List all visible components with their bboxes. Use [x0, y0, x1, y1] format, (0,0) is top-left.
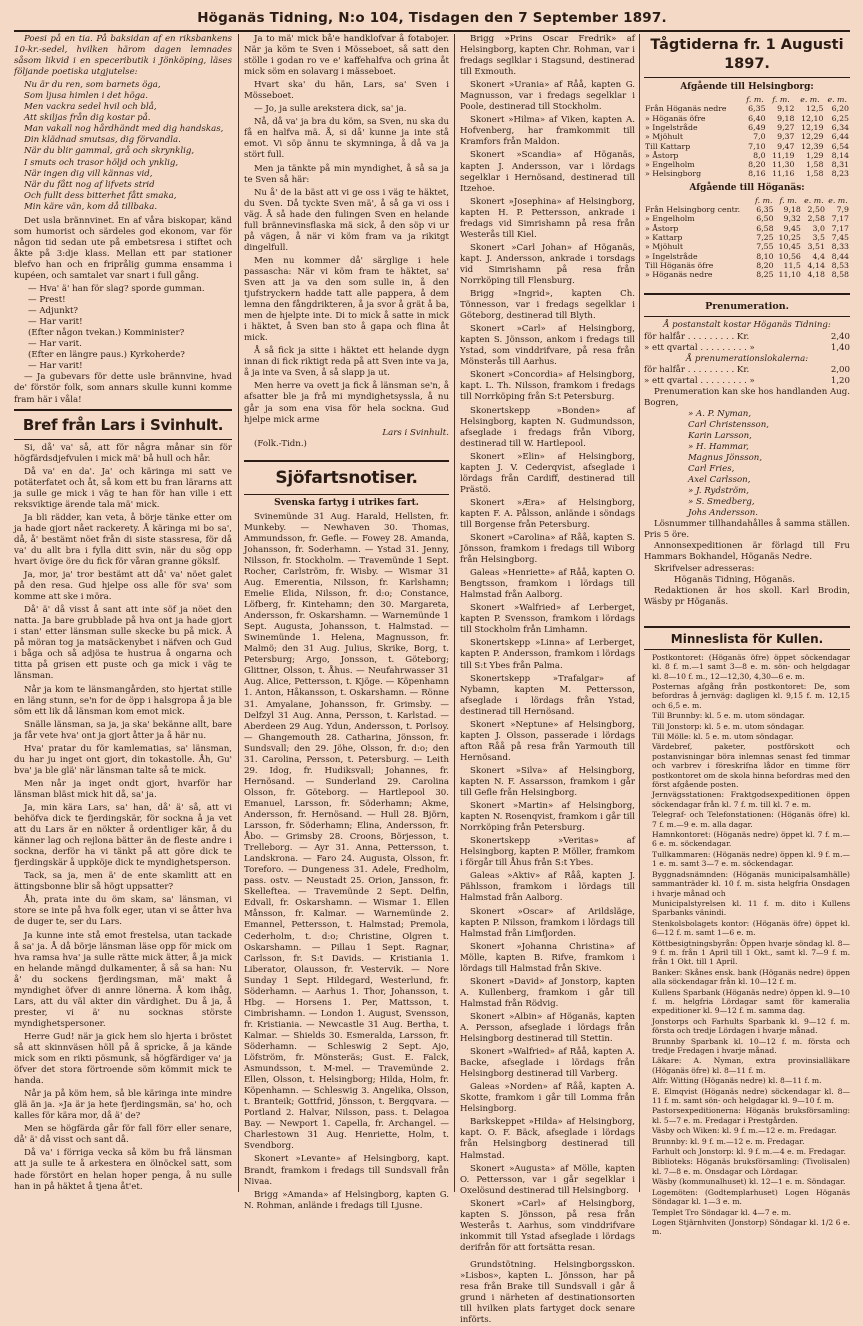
station: Från Helsingborg centr. [645, 205, 741, 215]
time: 8,31 [831, 160, 849, 170]
dialogue-line: — Har varit. [28, 339, 82, 350]
station: Till Kattarp [645, 141, 691, 151]
memo-item: Farhult och Jonstorp: kl. 9 f. m.—4 e. m. Fredagar. [652, 1147, 846, 1157]
time: 8,0 [753, 150, 766, 160]
table-row [644, 142, 850, 151]
price-row [644, 376, 850, 387]
time: 11,16 [772, 169, 795, 179]
time: 1,58 [806, 160, 824, 170]
table-row [644, 261, 850, 270]
time: 4,14 [807, 260, 825, 270]
table-row [644, 151, 850, 160]
letter-paragraph: Når ja kom te länsmangården, sto hjertat stille en läng stunn, se'n for de öpp i halsgropa å ja ble söm ett lik då länsman kom emot mick. [14, 684, 232, 717]
shipping-notice: Skonert »Carl» af Helsingborg, kapten S. Jönsson, på resa från Westerås t. Aarhus, som vinddrifvare inkommit till Ystad afseglade i lördags derifrån för att fortsätta resan. [460, 1198, 635, 1253]
memo-item: Brunnby Sparbank kl. 10—12 f. m. första och tredje Fredagen i hvarje månad. [652, 1036, 850, 1055]
time: 9,45 [783, 223, 801, 233]
time: 8,14 [831, 150, 849, 160]
price-value: 1,20 [830, 375, 850, 386]
table-row [644, 252, 850, 261]
letter-paragraph: Men ja tänkte på min myndighet, å så sa ja te Sven så här: [244, 163, 449, 185]
memo-item: Tullkammaren: (Höganäs nedre) öppen kl. 9 f. m.—1 e. m. samt 3—7 e. m. söckendagar. [652, 849, 850, 869]
time: 8,25 [756, 270, 774, 280]
time: 12,39 [801, 141, 824, 151]
station: » Ingelstråde [645, 251, 698, 261]
memo-item: Till Mölle: kl. 5 e. m. utom söndagar. [652, 732, 794, 741]
time: 11,30 [772, 160, 795, 170]
dialogue [14, 284, 232, 372]
letter-paragraph: Å så fick ja sitte i häktet ett helande dygn innan di fick riktigt reda på att Sven inte va ja, å ja inte va Sven, å så slapp ja ut. [244, 346, 449, 379]
letter-paragraph: Ja to mä' mick bå'e handklofvar å fotabojer. När ja köm te Sven i Mösseboet, så satt den stölle i godan ro ve e' kaffehalfva och grina åt mick söm en solavarg i mässeboet. [244, 34, 449, 78]
shipping-notice: Skonert »Levante» af Helsingborg, kapt. Brandt, framkom i fredags till Sundsvall från Nivaa. [244, 1154, 449, 1187]
letter-paragraph: Men nu kommer då' särglige i hele passascha: När vi köm fram te häktet, sa' Sven att ja va den som sulle in, å den tjufstryckern hadde tatt alle pappera, å dem lemna den fångdrikteren, å ja svor å grät å ba, men de hjelpte inte. Di to mick å satte in mick i häktet, å Sven ban sto å gapa och flina åt mick. [244, 255, 449, 344]
table-cell: f. m. [772, 95, 790, 105]
memo-item: Till Jonstorp: kl. 5 e. m. utom söndagar. [652, 721, 805, 731]
memo-item: Köttbesigtningsbyrån: Öppen hvarje söndag kl. 8—9 f. m. från 1 April till 1 Okt., samt kl. 7—9 f. m. från 1 Okt. till 1 April. [652, 938, 850, 967]
section-divider [644, 626, 850, 628]
letter-paragraph: Ja, mor, ja' tror bestämt att då' va' nöet galet på den resa. Gud hjelpe oss alle för sva' som komme att ske i möra. [14, 570, 232, 603]
memo-item: Pastorsexpeditionerna: Höganäs bruksförsamling: kl. 5—7 e. m. Fredagar i Prestgården. [652, 1106, 850, 1125]
price-row [644, 343, 850, 354]
shipping-notice: Skonert »Scandia» af Höganäs, kapten J. Andersson, var i lördags segelklar i Hernösand, destinerad till Itzehoe. [460, 150, 635, 194]
table-cell [644, 95, 743, 104]
table-cell: e. m. [828, 195, 848, 205]
price-label: » ett qvartal . . . . . . . . . » [644, 342, 755, 353]
shipping-notice: Skonertskepp »Linna» af Lerberget, kapten P. Andersson, framkom i lördags till S:t Ybes från Palma. [460, 638, 635, 671]
memo-item: Byggnadsnämnden: (Höganäs municipalsamhälle) sammanträder kl. 10 f. m. sista helgfria Onsdagen i hvarje månad och [652, 869, 850, 898]
time: 9,47 [777, 141, 795, 151]
shipping-notice: Skonert »Josephina» af Helsingborg, kapten H. P. Pettersson, ankrade i fredags vid Simrishamn på resa från Westerås till Kiel. [460, 196, 635, 240]
shipping-notice: Skonert »Silva» af Helsingborg, kapten N. F. Assarsson, framkom i går till Gefle från Helsingborg. [460, 765, 635, 799]
memo-item: Till Brunnby: kl. 5 e. m. utom söndagar. [652, 711, 805, 721]
memo-item: E. Elmqvist (Höganäs nedre) söckendagar kl. 8—11 f. m. samt sön- och helgdagar kl. 9—10 f. m. [652, 1086, 850, 1106]
section-divider [644, 293, 850, 295]
section-divider [644, 649, 850, 650]
memo-item: Biblioteks: Höganäs bruksförsamling: (Tivolisalen) kl. 7—8 e. m. Onsdagar och Lördagar. [652, 1157, 850, 1176]
price-value: 2,40 [830, 331, 850, 342]
time: 12,10 [801, 113, 824, 123]
station: » Höganäs öfre [645, 113, 706, 123]
price-label: » ett qvartal . . . . . . . . . » [644, 375, 755, 386]
memo-item: Logemöten: (Godtemplarhuset) Logen Höganäs Söndagar kl. 1—3 e. m. [652, 1187, 850, 1207]
poem-line: När du fått nog af lifvets strid [24, 179, 155, 190]
column-rule [639, 34, 640, 1192]
shipping-notice: Skonert »Æra» af Helsingborg, kapten F. A. Pålsson, anlände i söndags till Borgense från Petersburg. [460, 497, 635, 530]
dialogue-line: (Efter någon tvekan.) Komminister? [28, 328, 185, 339]
time: 7,55 [756, 242, 774, 252]
time: 3,51 [807, 242, 825, 252]
time: 1,29 [806, 150, 824, 160]
time: 9,18 [777, 113, 795, 123]
time: 8,44 [831, 251, 849, 261]
time: 7,9 [836, 205, 849, 215]
shipping-notice: Barkskeppet »Hilda» af Helsingborg, kapt. O. F. Bäck, afseglade i lördags från Helsingborg destinerad till Halmstad. [460, 1117, 635, 1161]
time: 7,45 [831, 232, 849, 242]
time: 9,12 [777, 104, 795, 114]
time: 12,19 [801, 122, 824, 132]
time: 7,25 [756, 232, 774, 242]
table-cell [644, 196, 753, 205]
memo-item: Kullens Sparbank (Höganäs nedre) öppen kl. 9—10 f. m. helgfria Lördagar samt för kameralia expeditioner kl. 9—12 f. m. samma dag. [652, 987, 850, 1016]
letter-paragraph: Men herre va ovett ja fick å länsman se'n, å afsatter ble ja frå mi myndighetsyssla, å nu går ja som ena visa för hela sockna. Gud hjelpe mick arme [244, 381, 449, 425]
time: 6,25 [831, 113, 849, 123]
memo-item: Posternas afgång från postkontoret: De, som befordras å jernväg: dagligen kl. 9,15 f. m. 12,15 och 6,5 e. m. [652, 681, 850, 710]
time: 1,58 [806, 169, 824, 179]
memo-item: Logen Stjärnhviten (Jonstorp) Söndagar kl. 1/2 6 e. m. [652, 1217, 850, 1237]
time: 6,49 [748, 122, 766, 132]
letter-paragraph: Snälle länsman, sa ja, ja ska' bekänne allt, bare ja får vete hva' ont ja gjort åtter ja å här nu. [14, 719, 232, 741]
article-text: Det usla brännvinet. En af våra biskopar, känd som humorist och särdeles god ekonom, var för någon tid sedan ute på embetsresa i stiftet och åkte på 3:dje klass. Mellan ett par stationer blefvo han och en friprålig gumma ensamma i kupéen, och samtalet var snart i full gång. [14, 215, 232, 281]
newspaper-page [14, 8, 850, 1326]
section-divider [244, 494, 449, 495]
memo-item: Municipalstyrelsen kl. 11 f. m. dito i Kullens Sparbanks vänindi. [652, 898, 850, 918]
poem-line: Min käre vän, kom då tillbaka. [24, 201, 158, 212]
time: 9,27 [777, 122, 795, 132]
shipping-notice: Galeas »Aktiv» af Råå, kapten J. Pählsson, framkom i lördags till Halmstad från Aalborg. [460, 871, 635, 904]
table-cell: e. m. [827, 95, 847, 105]
letter-paragraph: Ja, min kära Lars, sa' han, då' ä' så, att vi behöfva dick te fjerdingskär, för sockna å ja vet att du Lars är en nökter å ordentliger kär, å du känner lag och rejlona bätter än de fleste andre i sockna, derför ha vi tänkt på att göre dick te fjerdingskär å uppköje dick te myndighetsperson. [14, 803, 232, 869]
poem-line: Din klädnad smutsas, dig förvandla. [24, 135, 181, 146]
shipping-subheading: Svenska fartyg i utrikes fart. [274, 497, 419, 508]
letter-paragraph: Tack, sa ja, men ä' de ente skamlitt att en ättingsbonne blir så högt uppsatter? [14, 871, 232, 893]
time: 9,37 [777, 132, 795, 142]
time: 8,10 [756, 251, 774, 261]
dialogue-line: — Har varit! [28, 361, 83, 372]
table-header-row [644, 95, 850, 104]
time: 6,40 [748, 113, 766, 123]
letter-paragraph: Herre Gud! när ja gick hem slo hjerta i bröstet så att skinnväsen höll på å spricke, å ja kände mick som en rikti pösmunk, så högfärdiger va' ja öfver det stora förtroende söm kömmit mick te handa. [14, 1031, 232, 1087]
column-rule [238, 34, 239, 1192]
poem-line: Och fullt dess bitterhet fått smaka, [24, 190, 177, 201]
agent-list [644, 409, 850, 519]
time: 4,4 [812, 251, 825, 261]
price-label: för halfår . . . . . . . . . Kr. [644, 364, 750, 375]
memo-heading: Minneslista för Kullen. [670, 631, 824, 646]
letter-paragraph: Men når ja inget ondt gjort, hvarför har länsman bläst mick hit då, sa' ja. [14, 778, 232, 800]
table-cell: f. m. [779, 195, 797, 205]
subscription-line: Prenumeration kan ske hos handlanden Aug. Bogren, [644, 386, 850, 408]
memo-item: Värdebref, paketer, postförskott och postanvisningar böra inlemnas senast fed timmar och varbrev i föreskrifna lådor en timme förr postkontoret om de skola hinna befordras med den först afgående posten. [652, 742, 850, 790]
timetable-to-helsingborg [644, 95, 850, 179]
letter-paragraph: Då va' en da'. Ja' och käringa mi satt ve potäterfatet och åt, så kom ett bu fran lärarns att ja sulle ge mick i väg te han för han ville i ett reksviktige ärende tala mä' mick. [14, 466, 232, 510]
subscription-note: Skrifvelser adresseras: [654, 563, 755, 574]
shipping-notice: Brigg »Amanda» af Helsingborg, kapten G. N. Rohman, anlände i fredags till Ljusne. [244, 1189, 449, 1211]
shipping-notice: Skonert »Concordia» af Helsingborg, kapt. L. Th. Nilsson, framkom i fredags till Norrköping från S:t Petersburg. [460, 370, 635, 403]
time: 8,16 [748, 169, 766, 179]
memo-item: Jernvägsstationen: Fraktgodsexpeditionen öppen söckendagar från kl. 7 f. m. till kl. 7 e. m. [652, 790, 850, 809]
memo-item: Jonstorps och Farhults Sparbank kl. 9—12 f. m. första och tredje Lördagen i hvarje månad. [652, 1016, 850, 1036]
shipping-notice: Galeas »Henriette» af Råå, kapten O. Bengtsson, framkom i lördags till Halmstad från Aalborg. [460, 568, 635, 601]
letter-paragraph: Ja bli rädder, kan veta, å börje tänke etter om ja hade gjort nået rackerety. Å käringa mi bo sa', då, å' bestämt nöet från di siste stassresa, för då va' du allt bra i fylla ditt svin, när du sög opp hvart övige öre du fick för våran granne gökslf. [14, 512, 232, 568]
shipping-notice: Skonertskepp »Trafalgar» af Nybamn, kapten M. Pettersson, afseglade i lördags från Ystad, destinerad till Hernösand. [460, 673, 635, 717]
letter-paragraph: Si, då' va' så, att för några månar sin för högfärdsdjefvulen i mick mä' bå hull och hår. [14, 442, 232, 464]
letter-signature: Lars i Svinhult. [382, 427, 449, 438]
section-divider [244, 460, 449, 462]
station: » Åstorp [645, 223, 679, 233]
table-row [644, 104, 850, 113]
shipping-notice: Skonert »Hilma» af Viken, kapten A. Hofvenberg, har framkommit till Kramfors från Maldon. [460, 115, 635, 148]
column-4 [644, 34, 850, 1237]
table-cell: e. m. [804, 195, 824, 205]
letter-heading: Bref från Lars i Svinhult. [22, 415, 224, 434]
time: 6,34 [831, 122, 849, 132]
time: 9,18 [783, 205, 801, 215]
station: » Höganäs nedre [645, 270, 713, 280]
time: 8,53 [831, 260, 849, 270]
memo-list [644, 653, 850, 1237]
shipping-notice: Skonert »Walfried» af Råå, kapten A. Backe, afseglade i lördags från Helsingborg destinerad till Varberg. [460, 1047, 635, 1080]
shipping-notice: Skonertskepp »Veritas» af Helsingborg, kapten P. Möller, framkom i förgår till Åhus från S:t Ybes. [460, 836, 635, 869]
agent-name: » J. Rydström, [688, 486, 749, 497]
time: 7,17 [831, 223, 849, 233]
time: 10,45 [778, 242, 801, 252]
agent-name: » S. Smedberg, [688, 497, 755, 508]
shipping-notice: Skonert »Johanna Christina» af Mölle, kapten B. Rifve, framkom i lördags till Halmstad från Skive. [460, 941, 635, 974]
poem-intro: Poesi på en tia. På baksidan af en riksbankens 10-kr.-sedel, hvilken härom dagen lemnades såsom likvid i en speceributik i Jönköping, läses följande poetiska utgjutelse: [14, 34, 232, 78]
shipping-notice: Skonert »Neptune» af Helsingborg, kapten J. Olsson, passerade i lördags afton Råå på resa från Yarmouth till Hernösand. [460, 719, 635, 763]
memo-item: Templet Tro Söndagar kl. 4—7 e. m. [652, 1207, 792, 1217]
letter-paragraph: Hvart ska' du hän, Lars, sa' Sven i Mösseboet. [244, 80, 449, 102]
price-label: för halfår . . . . . . . . . Kr. [644, 331, 750, 342]
table-cell: f. m. [746, 95, 764, 105]
section-divider [644, 77, 850, 78]
time: 8,33 [831, 242, 849, 252]
memo-item: Stenkolsbolagets kontor: (Höganäs öfre) öppet kl. 6—12 f. m. samt 1—6 e. m. [652, 918, 850, 938]
memo-item: Wäsby (kommunalhuset) kl. 12—1 e. m. Söndagar. [652, 1177, 846, 1187]
time: 6,50 [756, 214, 774, 224]
price-value: 1,40 [830, 342, 850, 353]
section-divider [14, 409, 232, 411]
time: 6,35 [756, 205, 774, 215]
dialogue-line: (Efter en längre paus.) Kyrkoherde? [28, 350, 185, 361]
time: 6,35 [748, 104, 766, 114]
letter-paragraph: Hva' pratar du för kamlematias, sa' länsman, du har ju inget ont gjort, din tokastolle. Åh, Gu' bva' ja ble glä' när länsman talte så te mick. [14, 743, 232, 776]
time: 7,0 [753, 132, 766, 142]
time: 4,18 [807, 270, 825, 280]
subscription-note: Redaktionen är hos skoll. Karl Brodin, Wäsby pr Höganäs. [644, 585, 850, 607]
subscription-note: Lösnummer tillhandahålles å samma ställen. Pris 5 öre. [644, 519, 850, 541]
shipping-notice: Skonert »Augusta» af Mölle, kapten O. Pettersson, var i går segelklar i Oxelösund destinerad till Helsingborg. [460, 1163, 635, 1196]
letter-paragraph: Nå, då va' ja bra du köm, sa Sven, nu ska du få en halfva mä. Å, si då' kunne ja inte stå emot. Vi söp ännu te skymninga, å då va ja stört full. [244, 117, 449, 161]
time: 2,58 [807, 214, 825, 224]
shipping-notice: Skonert »Albin» af Höganäs, kapten A. Persson, afseglade i lördags från Helsingborg destinerad till Stettin. [460, 1011, 635, 1045]
agent-name: » H. Hammar, [688, 442, 749, 452]
time: 6,54 [831, 141, 849, 151]
poem-line: I smuts och trasor höljd och ynklig, [24, 157, 179, 168]
dialogue-line: — Har varit! [28, 317, 83, 328]
poem [14, 80, 232, 213]
agent-name: » A. P. Nyman, [688, 408, 752, 419]
time: 11,10 [778, 270, 801, 280]
shipping-notice: Grundstötning. Helsingborgsskon. »Lisbos», kapten L. Jönsson, har på resa från Brake till Sundsvall i går å grund i närheten af destinationsorten till hvilken plats fartyget dock senare införts. [460, 1259, 635, 1326]
time: 6,58 [756, 223, 774, 233]
letter-paragraph: Nu å' de la bäst att vi ge oss i väg te häktet, du Sven. Då tyckte Sven mä', å så ga vi oss i väg. Å så hade den fulingen Sven en helande full brännevinsflaska mä sick, å den söp vi ur på vägen, å när vi köm fram va ja rikitgt dingelfull. [244, 187, 449, 253]
shipping-notice: Brigg »Ingrid», kapten Ch. Tönnesson, var i fredags segelklar i Göteborg, destinerad till Blyth. [460, 289, 635, 322]
time: 8,20 [748, 160, 766, 170]
time: 2,50 [807, 205, 825, 215]
time: 8,20 [756, 260, 774, 270]
letter-paragraph: Men se högfärda går för fall förr eller senare, då' ä' då visst och sant då. [14, 1124, 232, 1146]
memo-item: Banker: Skånes ensk. bank (Höganäs nedre) öppen alla söckendagar från kl. 10—12 f. m. [652, 967, 850, 987]
memo-item: Alfr. Witting (Höganäs nedre) kl. 8—11 f. m. [652, 1076, 822, 1086]
time: 6,20 [831, 104, 849, 114]
table-cell: f. m. [755, 195, 773, 205]
time: 3,5 [812, 232, 825, 242]
poem-line: Som ljusa himlen i det höga. [24, 91, 149, 102]
letter-paragraph: Då' ä' då visst å sant att inte söf ja nöet den natta. Ja bare grubblade på hva ont ja hade gjort i stan' etter länsman sulle skecke bu på mick. Å på möran tog ja matsäckenybet i näfven och Gud i båga och så adjösa te hustrua å ongarna och titta på grisen ett puste och ga mick i väg te länsman. [14, 605, 232, 682]
timetable-title: Tågtiderna fr. 1 Augusti 1897. [650, 37, 844, 72]
section-divider [644, 316, 850, 317]
column-2 [244, 34, 449, 1211]
shipping-notice: Skonert »Carl» af Helsingborg, kapten S. Jönsson, ankom i fredags till Ystad, som vinddrifvare, på resa från Mönsterås till Aarhus. [460, 324, 635, 368]
time: 3,0 [812, 223, 825, 233]
station: » Åstorp [645, 150, 679, 160]
time: 8,58 [831, 270, 849, 280]
poem-line: Man vakall nog hårdhändt med dig handskas, [24, 124, 224, 135]
column-rule [454, 34, 455, 1192]
shipping-notice: Galeas »Norden» af Råå, kapten A. Skotte, framkom i går till Lomma från Helsingborg. [460, 1082, 635, 1115]
subscription-heading: Prenumeration. [705, 301, 789, 313]
table-row [644, 114, 850, 123]
shipping-notice: Skonert »Walfried» af Lerberget, kapten P. Svensson, framkom i lördags till Stockholm från Limhamn. [460, 603, 635, 636]
shipping-notice: Skonert »David» af Jonstorp, kapten A. Kullenberg, framkom i går till Halmstad från Rödvig. [460, 976, 635, 1009]
letter-paragraph: — Jo, ja sulle arekstera dick, sa' ja. [254, 104, 407, 115]
dialogue-line: — Adjunkt? [28, 306, 79, 317]
time: 12,29 [801, 132, 824, 142]
table-row [644, 169, 850, 178]
time: 10,56 [778, 251, 801, 261]
poem-line: Nu är du ren, som barnets öga, [24, 80, 161, 91]
poem-line: När ingen dig vill kännas vid, [24, 168, 153, 179]
station: Från Höganäs nedre [645, 104, 727, 114]
dialogue-line: — Hva' ä' han för slag? sporde gumman. [28, 284, 205, 295]
station: » Kattarp [645, 232, 683, 242]
timetable-subheading: Afgående till Höganäs: [689, 182, 805, 193]
shipping-notice: Skonert »Oscar» af Arildsläge, kapten P. Nilsson, framkom i lördags till Halmstad från Limfjorden. [460, 906, 635, 939]
time: 11,19 [772, 150, 795, 160]
agent-name: Carl Fries, [688, 464, 735, 475]
time: 9,32 [783, 214, 801, 224]
time: 7,17 [831, 214, 849, 224]
table-cell: e. m. [800, 95, 820, 105]
dialogue-line: — Prest! [28, 295, 66, 306]
subscription-note: Annonsexpeditionen är förlagd till Fru Hammars Bokhandel, Höganäs Nedre. [644, 541, 850, 563]
price-value: 2,00 [830, 364, 850, 375]
agent-name: Johs Andersson. [688, 508, 758, 519]
time: 10,25 [778, 232, 801, 242]
station: » Helsingborg [645, 169, 702, 179]
poem-line: Att skiljas från dig kostar på. [24, 113, 151, 124]
memo-item: Telegraf- och Telefonstationen: (Höganäs öfre) kl. 7 f. m.—9 e. m. alla dagar. [652, 810, 850, 829]
subscription-note: Höganäs Tidning, Höganäs. [674, 574, 795, 585]
shipping-notice: Skonert »Carolina» af Råå, kapten S. Jönsson, framkom i fredags till Wiborg från Helsingborg. [460, 533, 635, 566]
time: 12,5 [806, 104, 824, 114]
poem-line: När du blir gammal, grå och skrynklig, [24, 146, 195, 157]
timetable-subheading: Afgående till Helsingborg: [680, 82, 814, 92]
table-row [644, 233, 850, 242]
table-row [644, 160, 850, 169]
agent-name: Karin Larsson, [688, 430, 752, 441]
agent-name: Magnus Jönsson, [688, 453, 763, 464]
column-3 [460, 34, 635, 1326]
shipping-notice: Skonert »Urania» af Råå, kapten G. Magnusson, var i fredags segelklar i Poole, destinerad till Stockholm. [460, 80, 635, 113]
table-row [644, 214, 850, 223]
station: » Engelholm [645, 214, 695, 224]
shipping-heading: Sjöfartsnotiser. [275, 467, 418, 488]
time: 6,44 [831, 132, 849, 142]
table-row [644, 132, 850, 141]
station: » Ingelstråde [645, 122, 698, 132]
shipping-notice: Brigg »Prins Oscar Fredrik» af Helsingborg, kapten Chr. Rohman, var i fredags seglklar i Stagsund, destinerad till Exmouth. [460, 34, 635, 78]
memo-item: Hamnkontoret: (Höganäs nedre) öppet kl. 7 f. m.—6 e. m. söckendagar. [652, 830, 850, 849]
table-row [644, 242, 850, 251]
shipping-notice: Skonert »Elin» af Helsingborg, kapten J. V. Cederqvist, afseglade i lördags från Cardiff, destinerad till Prästö. [460, 451, 635, 495]
memo-item: Väsby och Wiken: kl. 9 f. m.—12 e. m. Fredagar. [652, 1126, 837, 1136]
shipping-list: Svinemünde 31 Aug. Harald, Hellsten, fr. Munkeby. — Newhaven 30. Thomas, Ammundsson, fr. Gefle. — Fowey 28. Amanda, Johansson, fr. Soderhamn. — Ystad 31. Jenny, Nilsson, fr. Stockholm. — Travemünde 1 Sept. Rocher, Carlström, fr. Wisby. — Wismar 31 Aug. Emerentia, Nilsson, fr. Karlshamn; Emelie Elida, Nilsson, fr. d:o; Constance, Löfberg, fr. Kintehamn; den 30. Margareta, Andersson, fr. Oskarshamn. — Warnemünde 1 Sept. Augusta, Johansson, t. Halmstad. — Swinemünde 1. Helena, Magnusson, fr. Malmö; den 31 Aug. Julius, Skrike, Borg, t. Petersburg; Argo, Jonsson, t. Göteborg; Glittner, Olsson, t. Åhus. — Neufahrwasser 31 Aug. Alice, Pettersson, t. Kjöge. — Köpenhamn 1. Anton, Håkansson, t. Oskarshamn. — Rönne 31. Amyalane, Johansson, fr. Grimsby. — Delfzyl 31 Aug. Anna, Persson, t. Karlstad. — Aberdeen 29 Aug. Ydun, Andersson, t. Porlsoy. — Ghangemouth 28. Catharina, Jönsson, fr. Sundsvall; den 29. Jöhe, Olsson, fr. d:o; den 31. Carolina, Persson, t. Petersburg. — Leith 29. Idog, fr. Hudiksvall; Johannes, fr. Hernösand. — Sunderland 29. Carolina Olsson, fr. Göteborg. — Hartlepool 30. Emanuel, Larsson, fr. Söderhamn; Akme, Andersson, fr. Hernösand. — Hull 28. Björn, Larsson, fr. Söderhamn; Elina, Andersson, fr. Åbo. — Grimsby 28. Croons, Börjesson, t. Trelleborg. — Ayr 31. Anna, Pettersson, t. Landskrona. — Faro 24. Augusta, Olsson, fr. Toreforo. — Dungeness 31. Adele, Fredholm, pass. ostv. — Neustadt 25. Orion, Jansson, fr. Skelleftea. — Travemünde 2 Sept. Delfin, Edvall, fr. Oskarshamn. — Wismar 1. Ellen Månsson, fr. Kalmar. — Warnemünde 2. Emannel, Pettersson, t. Halmstad; Premola, Cederholm, t. d:o; Christine, Olgren t. Oskarshamn. — Pillau 1 Sept. Ragnar, Carlsson, fr. S:t Davids. — Kristiania 1. Liberator, Olausson, fr. Vestervik. — Nore Sunday 1 Sept. Hildegard, Westerlund, fr. Söderhamn. — Aarhus 1. Thor, Johansson, t. Hbg. — Horsens 1. Per, Mattsson, t. Cimbrishamn. — London 1. August, Svensson, fr. Kristiania. — Newcastle 31 Aug. Bertha, t. Kalmar. — Shields 30. Esmeralda, Larsson, fr. Söderhamn. — Schleswig 2 Sept. Ajo, Löfström, fr. Mönsteräs; Gust. E. Falck, Asmundsson, t. M-mel. — Travemünde 2. Ellen, Olsson, t. Helsingborg; Hilda, Holm, fr. Köpenhamn. — Schleswig 3. Angelika, Olsson, t. Branteik; Gottfrid, Jönsson, t. Bergqvara. — Portland 2. Halvar, Nilsson, pass. t. Delagoa Bay. — Newport 1. Capella, fr. Archangel. — Charlestown 31 Aug. Henriette, Holm, t. Svendborg. [244, 511, 449, 1152]
letter-paragraph: Når ja på köm hem, så ble käringa inte mindre glä än ja. »Ja är ja hete fjerdingsmän, sa' ho, och kalles för kära mor, då ä' de? [14, 1089, 232, 1122]
agent-name: Axel Carlsson, [688, 475, 751, 486]
shipping-notice: Skonert »Carl Johan» af Höganäs, kapt. J. Andersson, ankrade i torsdags vid Simrishamn på resa från Norrköping till Flensburg. [460, 242, 635, 286]
section-divider [14, 439, 232, 440]
memo-item: Brunnby: kl. 9 f. m.—12 e. m. Fredagar. [652, 1136, 805, 1146]
letter-paragraph: Då va' i förriga vecka så köm bu frå länsman att ja sulle te å arkestera en ölnöckel satt, som hade förstört en helan hoper penga, å nu sulle han in på häktet å tjena åt'et. [14, 1148, 232, 1192]
article-text: — Ja gubevars för dette usle brännvine, hvad de' förstör folk, som annars skulle kunni komme fram här i våla! [14, 372, 232, 405]
subscription-line: Å prenumerationslokalerna: [685, 353, 809, 364]
shipping-notice: Skonert »Martin» af Helsingborg, kapten N. Rosenqvist, framkom i går till Norrköping från Petersburg. [460, 801, 635, 834]
table-row [644, 205, 850, 214]
letter-paragraph: Åh, prata inte du öm skam, sa' länsman, vi store se inte på hva folk eger, utan vi se åtter hva de duger te, ser du Lars. [14, 895, 232, 928]
shipping-notice: Skonertskepp »Bonden» af Helsingborg, kapten N. Gudmundsson, afseglade i fredags från Viborg, destinerad till W. Hartlepool. [460, 405, 635, 449]
column-1 [14, 34, 232, 1194]
poem-line: Men vackra sedel hvil och blå, [24, 102, 157, 113]
station: Till Höganäs öfre [645, 260, 714, 270]
time: 7,10 [748, 141, 766, 151]
price-row [644, 332, 850, 343]
table-row [644, 123, 850, 132]
time: 11,5 [783, 260, 801, 270]
time: 8,23 [831, 169, 849, 179]
subscription-line: Å postanstalt kostar Höganäs Tidning: [663, 320, 831, 331]
price-row [644, 365, 850, 376]
timetable-to-hoganas [644, 196, 850, 280]
letter-paragraph: Ja kunne inte stå emot frestelsa, utan tackade å sa' ja. Å då börje länsman läse opp för mick om hva ramsa hva' ja sulle rätte mick ätter, å ja mick en helande mängd dulkamenter, å så sa han: Nu å' du sockens fjerdingsman, mä' makt å myndighet öfver di annre lönerna. Å kom ihåg, Lars, att du väl akter din värdighet. Du å ja, å prester, vi ä' nu socknas störste myndighetspersoner. [14, 930, 232, 1029]
table-header-row [644, 196, 850, 205]
table-row [644, 270, 850, 279]
station: » Mjöhult [645, 132, 684, 142]
agent-name: Carl Christensson, [688, 419, 769, 430]
letter-source: (Folk.-Tidn.) [254, 438, 307, 449]
memo-item: Läkare: A. Nyman, extra provinsialläkare (Höganäs öfre) kl. 8—11 f. m. [652, 1056, 850, 1075]
memo-item: Postkontoret: (Höganäs öfre) öppet söckendagar kl. 8 f. m.—1 samt 3—8 e. m. sön- och helgdagar kl. 8—10 f. m., 12—12,30, 4,30—6 e. m. [652, 652, 850, 681]
station: » Mjöhult [645, 242, 684, 252]
station: » Engelholm [645, 160, 695, 170]
table-row [644, 224, 850, 233]
masthead: Höganäs Tidning, N:o 104, Tisdagen den 7 September 1897. [14, 8, 850, 32]
